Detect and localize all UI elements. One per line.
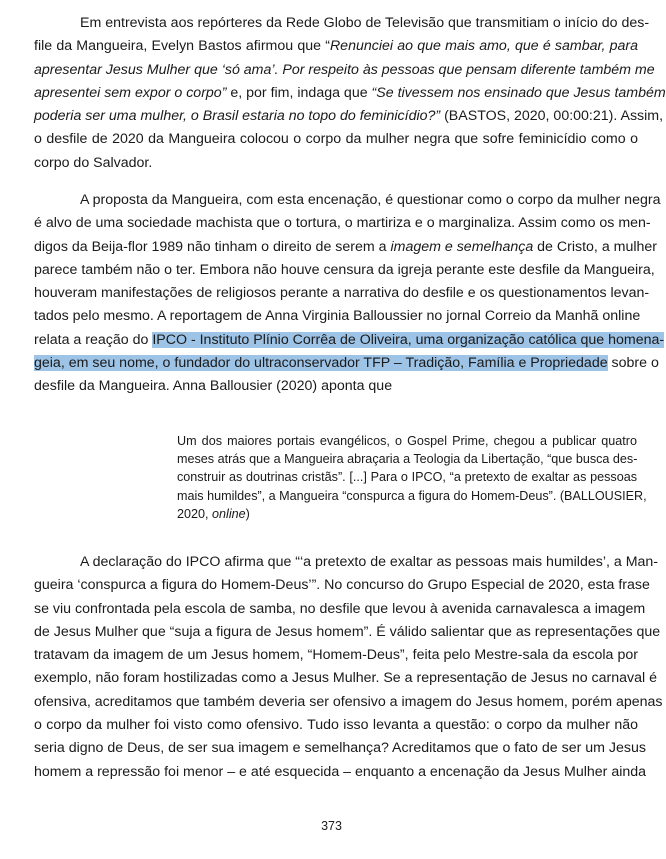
text-run: ) xyxy=(245,506,250,521)
text-line xyxy=(34,305,641,328)
text-line xyxy=(177,505,637,523)
text-line xyxy=(34,375,638,398)
text-run: e, por fim, indaga que xyxy=(226,84,372,101)
italic-text: poderia ser uma mulher, o Brasil estaria no topo do feminicídio?” xyxy=(34,108,441,125)
highlighted-text: geia, em seu nome, o fundador do ultraconservador TFP – Tradição, Família e Propriedade xyxy=(34,355,608,372)
text-run: A proposta da Mangueira, com esta encenação, é questionar como o corpo da mulher negra xyxy=(80,192,661,208)
text-run: é alvo de uma sociedade machista que o tortura, o martiriza e o marginaliza. Assim como os men- xyxy=(34,215,651,232)
text-run: (BASTOS, 2020, 00:00:21). Assim, xyxy=(440,108,664,125)
text-run: exemplo, não foram hostilizadas como a Jesus Mulher. Se a representação de Jesus no carnaval é xyxy=(34,670,658,687)
text-line xyxy=(34,761,647,784)
text-line xyxy=(34,551,659,574)
text-run: seria digno de Deus, de ser sua imagem e semelhança? Acreditamos que o fato de ser um Jesus xyxy=(34,740,646,757)
text-line xyxy=(34,59,655,82)
page-number: 373 xyxy=(321,819,342,833)
text-line xyxy=(34,352,659,375)
text-run: desfile da Mangueira. Anna Ballousier (2020) aponta que xyxy=(34,378,393,395)
text-run: corpo do Salvador. xyxy=(34,154,153,171)
text-line xyxy=(34,329,665,352)
paragraph-proposal xyxy=(34,189,665,399)
text-run: de Cristo, a mulher xyxy=(533,238,658,255)
text-line xyxy=(34,259,655,282)
text-run: parece também não o ter. Embora não houve censura da igreja perante este desfile da Mangueira, xyxy=(34,261,655,278)
italic-text: apresentar Jesus Mulher que ‘só ama’. Por respeito às pessoas que pensam diferente também me xyxy=(34,61,655,78)
text-line xyxy=(177,487,647,505)
text-run: o corpo da mulher foi visto como ofensivo. Tudo isso levanta a questão: o corpo da mulher não xyxy=(34,717,638,734)
text-run: houveram manifestações de religiosos perante a narrativa do desfile e os questionamentos levan- xyxy=(34,285,650,302)
text-line xyxy=(34,598,646,621)
italic-text: online xyxy=(212,506,246,521)
text-run: relata a reação do xyxy=(34,331,153,348)
text-run: o desfile de 2020 da Mangueira colocou o corpo da mulher negra que sofre feminicídio como o xyxy=(34,131,638,148)
text-line xyxy=(34,644,638,667)
block-quote xyxy=(177,432,647,523)
text-line xyxy=(177,432,637,450)
text-line xyxy=(34,282,650,305)
italic-text: apresentei sem expor o corpo” xyxy=(34,84,227,101)
text-line xyxy=(34,12,650,35)
text-run: digos da Beija-flor 1989 não tinham o direito de serem a xyxy=(34,238,391,255)
text-run: ofensiva, acreditamos que também deveria ser ofensivo a imagem do Jesus homem, porém apenas xyxy=(34,693,663,710)
italic-text: “Se tivessem nos ensinado que Jesus também xyxy=(371,84,666,101)
text-run: homem a repressão foi menor – e até esquecida – enquanto a encenação da Jesus Mulher ainda xyxy=(34,763,647,780)
text-run: se viu confrontada pela escola de samba, no desfile que levou à avenida carnavalesca a imagem xyxy=(34,600,646,617)
text-run: file da Mangueira, Evelyn Bastos afirmou que “ xyxy=(34,38,330,55)
text-line xyxy=(34,189,661,212)
text-run: tados pelo mesmo. A reportagem de Anna Virginia Balloussier no jornal Correio da Manhã online xyxy=(34,308,641,325)
text-run: Em entrevista aos repórteres da Rede Globo de Televisão que transmitiam o início do des- xyxy=(80,15,650,31)
text-line xyxy=(177,450,637,468)
text-line xyxy=(34,236,658,259)
text-run: A declaração do IPCO afirma que “‘a pretexto de exaltar as pessoas mais humildes’, a Man- xyxy=(80,554,659,570)
paragraph-interview xyxy=(34,12,666,175)
text-line xyxy=(34,35,638,58)
paragraph-declaration xyxy=(34,551,663,784)
text-line xyxy=(34,128,638,151)
text-line xyxy=(34,621,661,644)
text-run: tratavam da imagem de um Jesus homem, “Homem-Deus”, feita pelo Mestre-sala da escola por xyxy=(34,647,638,664)
text-run: sobre o xyxy=(607,355,659,372)
text-run: 2020, xyxy=(177,506,213,521)
text-line xyxy=(34,691,663,714)
text-run: gueira ‘conspurca a figura do Homem-Deus’”. No concurso do Grupo Especial de 2020, esta frase xyxy=(34,577,650,594)
text-line xyxy=(34,152,638,175)
text-line xyxy=(34,82,666,105)
text-line xyxy=(34,714,638,737)
highlighted-text: IPCO - Instituto Plínio Corrêa de Oliveira, uma organização católica que homena- xyxy=(152,331,665,348)
text-run: construir as doutrinas cristãs”. [...] Para o IPCO, “a pretexto de exaltar as pessoas xyxy=(177,470,637,485)
text-run: meses atrás que a Mangueira abraçaria a Teologia da Libertação, “que busca des- xyxy=(177,452,638,467)
text-line xyxy=(177,468,637,486)
text-line xyxy=(34,105,664,128)
text-run: de Jesus Mulher que “suja a figura de Jesus homem”. É válido salientar que as representações que xyxy=(34,623,661,640)
text-run: mais humildes”, a Mangueira “conspurca a figura do Homem-Deus”. (BALLOUSIER, xyxy=(177,488,647,503)
text-line xyxy=(34,212,651,235)
italic-text: imagem e semelhança xyxy=(390,238,534,255)
text-line xyxy=(34,737,646,760)
text-line xyxy=(34,574,650,597)
italic-text: Renunciei ao que mais amo, que é sambar, para xyxy=(329,38,638,55)
text-line xyxy=(34,667,658,690)
text-run: Um dos maiores portais evangélicos, o Gospel Prime, chegou a publicar quatro xyxy=(177,434,637,448)
